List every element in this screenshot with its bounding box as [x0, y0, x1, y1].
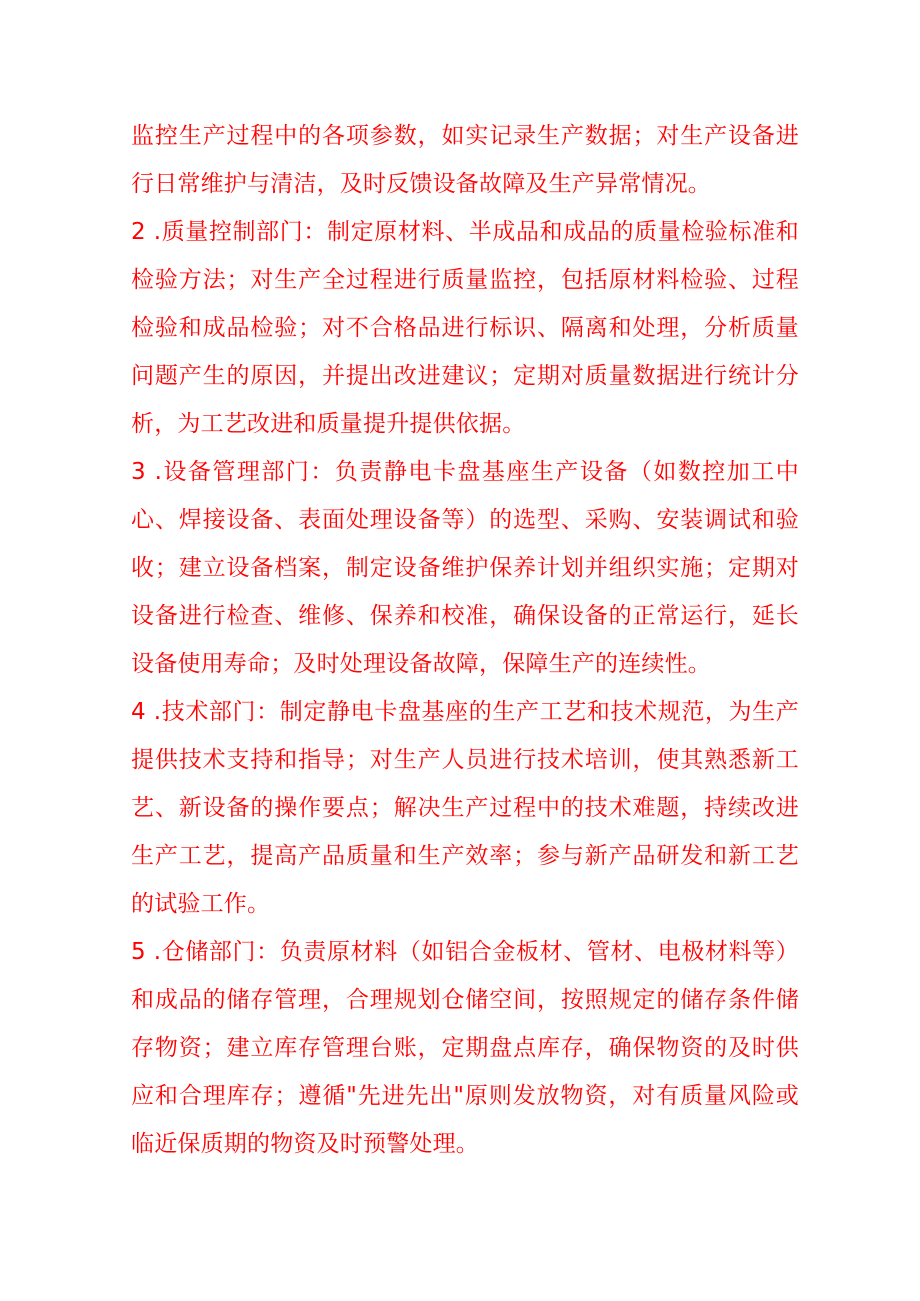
paragraph-equipment-management: 3 .设备管理部门：负责静电卡盘基座生产设备（如数控加工中心、焊接设备、表面处理设备等）的选型、采购、安装调试和验收；建立设备档案，制定设备维护保养计划并组织实施；定期对设备进行检查、维修、保养和校准，确保设备的正常运行，延长设备使用寿命；及时处理设备故障，保障生产的连续性。: [131, 459, 799, 677]
paragraph-warehouse-department: 5 .仓储部门：负责原材料（如铝合金板材、管材、电极材料等）和成品的储存管理，合理规划仓储空间，按照规定的储存条件储存物资；建立库存管理台账，定期盘点库存，确保物资的及时供应和合理库存；遵循"先进先出"原则发放物资，对有质量风险或临近保质期的物资及时预警处理。: [131, 939, 799, 1157]
paragraph-technical-department: 4 .技术部门：制定静电卡盘基座的生产工艺和技术规范，为生产提供技术支持和指导；对生产人员进行技术培训，使其熟悉新工艺、新设备的操作要点；解决生产过程中的技术难题，持续改进生产工艺，提高产品质量和生产效率；参与新产品研发和新工艺的试验工作。: [131, 699, 799, 917]
paragraph-production-continued: 监控生产过程中的各项参数，如实记录生产数据；对生产设备进行日常维护与清洁，及时反馈设备故障及生产异常情况。: [131, 123, 799, 197]
paragraph-quality-control: 2 .质量控制部门：制定原材料、半成品和成品的质量检验标准和检验方法；对生产全过程进行质量监控，包括原材料检验、过程检验和成品检验；对不合格品进行标识、隔离和处理，分析质量问题产生的原因，并提出改进建议；定期对质量数据进行统计分析，为工艺改进和质量提升提供依据。: [131, 219, 799, 437]
document-body: [131, 112, 799, 1168]
